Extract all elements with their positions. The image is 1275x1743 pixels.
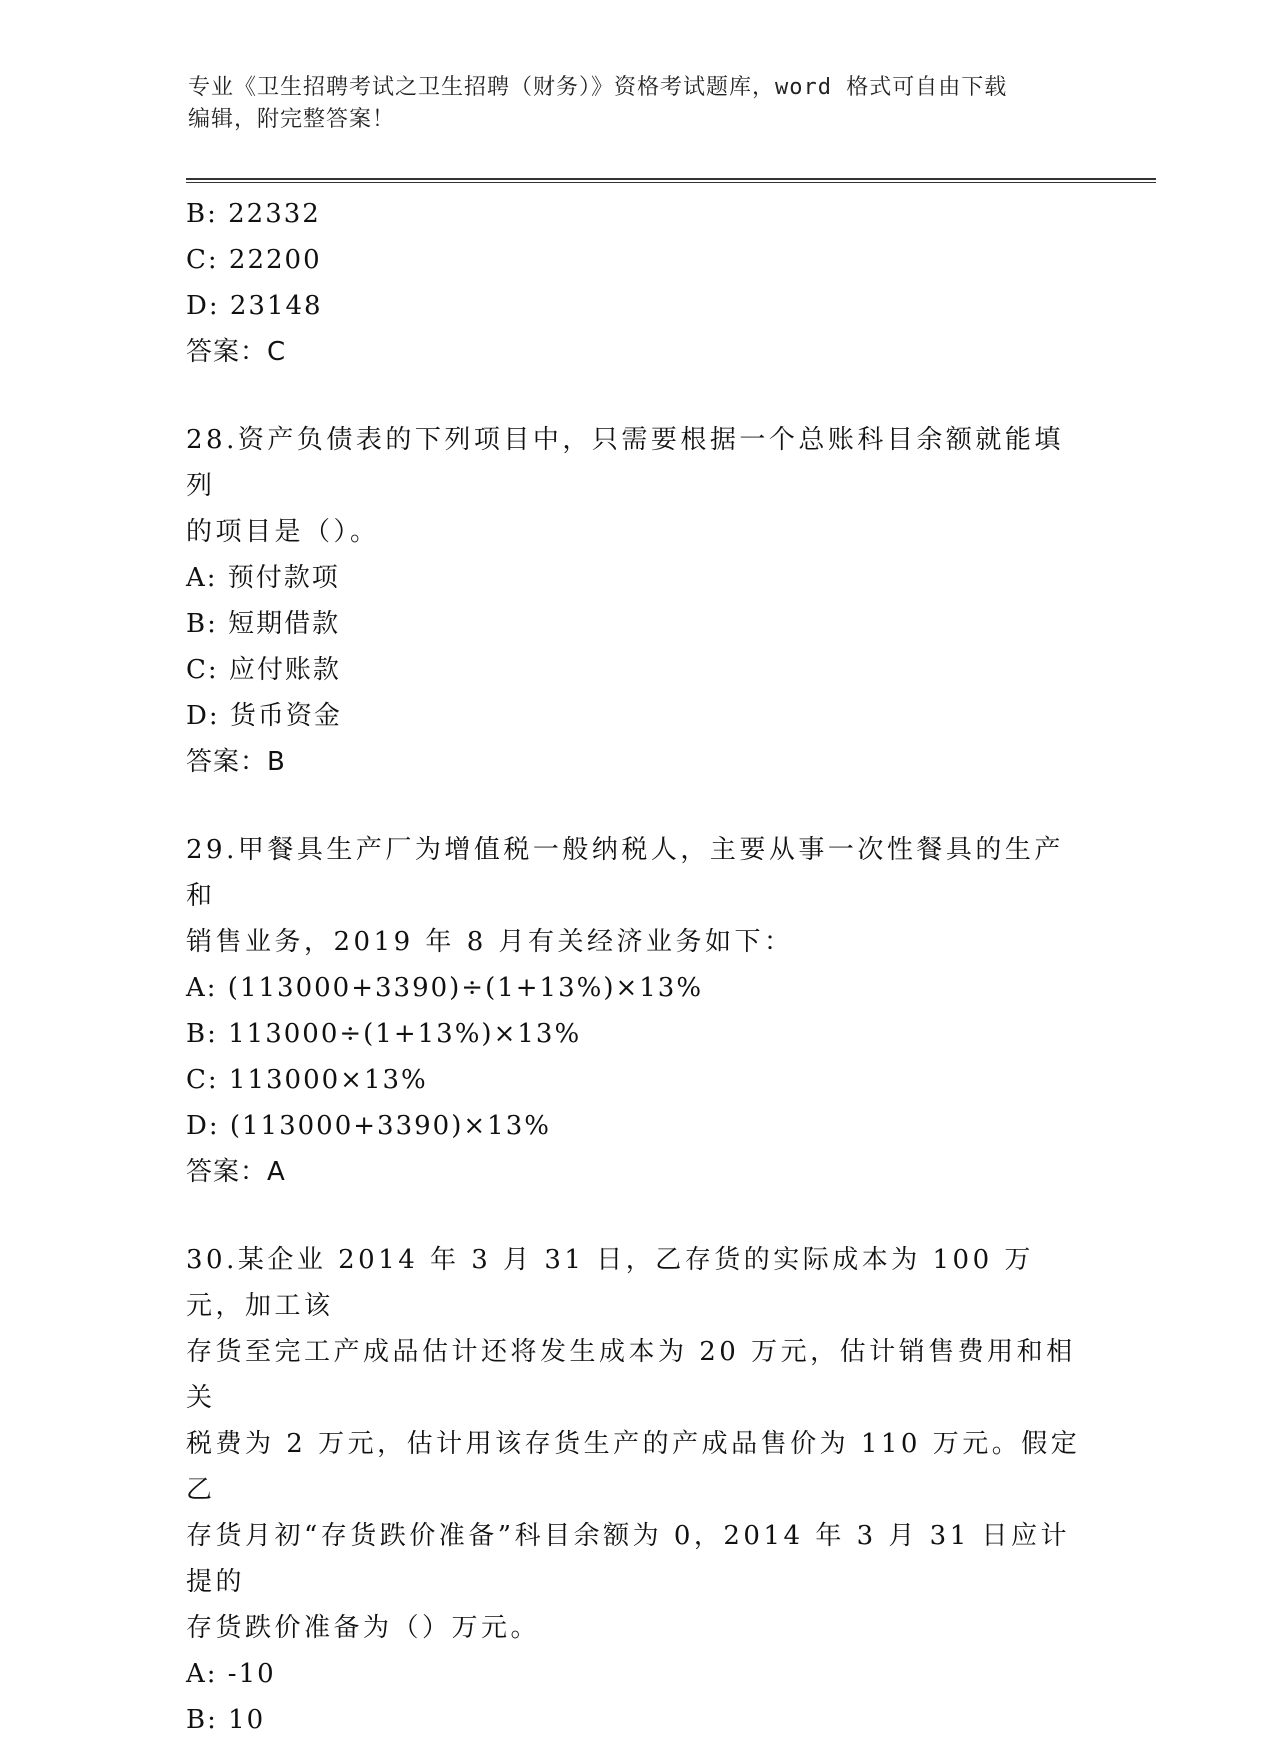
option-b: B: 10 — [186, 1705, 266, 1735]
option-d: D: (113000+3390)×13% — [186, 1111, 551, 1141]
header-line-2: 编辑，附完整答案！ — [188, 107, 396, 132]
question-stem-line: 29.甲餐具生产厂为增值税一般纳税人，主要从事一次性餐具的生产和 — [186, 835, 1064, 911]
question-stem-line: 存货至完工产成品估计还将发生成本为 20 万元，估计销售费用和相关 — [186, 1337, 1076, 1413]
option-b: B: 短期借款 — [186, 609, 341, 639]
option-c: C: 113000×13% — [186, 1065, 428, 1095]
option-b: B: 22332 — [186, 199, 321, 229]
answer-line: 答案：C — [186, 337, 287, 367]
option-c: C: 应付账款 — [186, 655, 341, 685]
option-d: D: 货币资金 — [186, 701, 342, 731]
document-header — [188, 72, 1088, 136]
question-stem-line: 的项目是（）。 — [186, 517, 380, 547]
question-stem-line: 28.资产负债表的下列项目中，只需要根据一个总账科目余额就能填列 — [186, 425, 1064, 501]
question-stem-line: 30.某企业 2014 年 3 月 31 日，乙存货的实际成本为 100 万元，加工该 — [186, 1245, 1034, 1321]
question-30 — [186, 1237, 1086, 1743]
option-a: A: 预付款项 — [186, 563, 340, 593]
question-stem-line: 存货跌价准备为（）万元。 — [186, 1613, 541, 1643]
option-c: C: 22200 — [186, 245, 322, 275]
question-list — [186, 191, 1086, 1743]
question-stem-line: 存货月初“存货跌价准备”科目余额为 0，2014 年 3 月 31 日应计提的 — [186, 1521, 1071, 1597]
question-27-tail — [186, 191, 1086, 375]
answer-line: 答案：A — [186, 1157, 286, 1187]
header-divider-thick — [186, 178, 1156, 180]
header-divider-thin — [186, 182, 1156, 183]
question-stem-line: 销售业务，2019 年 8 月有关经济业务如下： — [186, 927, 794, 957]
header-line-1: 专业《卫生招聘考试之卫生招聘（财务）》资格考试题库，word 格式可自由下载 — [188, 75, 1008, 100]
question-29 — [186, 827, 1086, 1195]
question-stem — [186, 827, 1086, 965]
option-a: A: (113000+3390)÷(1+13%)×13% — [186, 973, 704, 1003]
question-28 — [186, 417, 1086, 785]
question-stem — [186, 417, 1086, 555]
question-stem-line: 税费为 2 万元，估计用该存货生产的产成品售价为 110 万元。假定乙 — [186, 1429, 1081, 1505]
option-a: A: -10 — [186, 1659, 276, 1689]
option-d: D: 23148 — [186, 291, 323, 321]
question-stem — [186, 1237, 1086, 1651]
answer-line: 答案：B — [186, 747, 286, 777]
option-b: B: 113000÷(1+13%)×13% — [186, 1019, 582, 1049]
